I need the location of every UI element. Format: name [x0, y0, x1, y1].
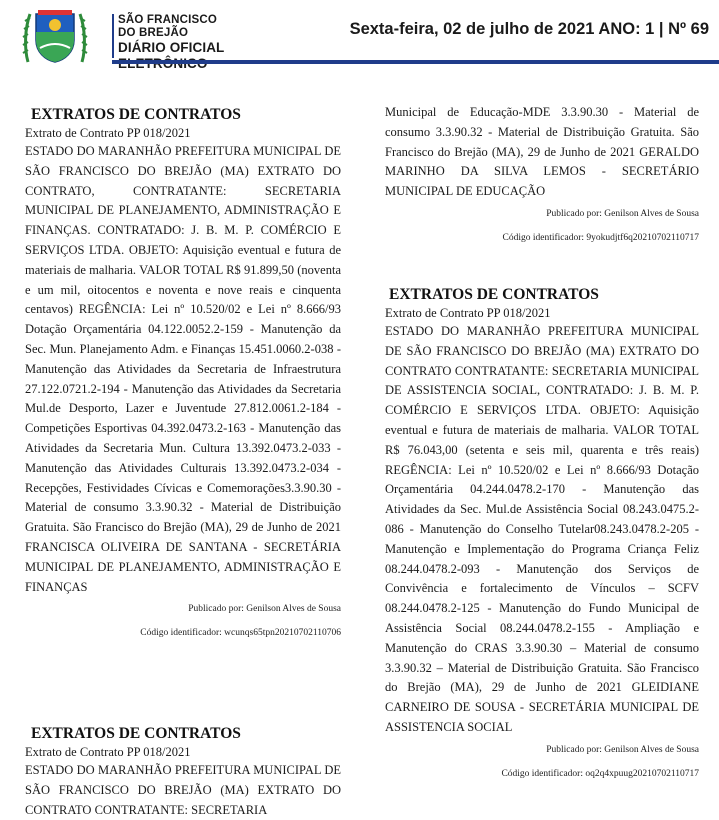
published-by: Publicado por: Genilson Alves de Sousa — [188, 604, 341, 615]
issuer-line-1: SÃO FRANCISCO — [118, 14, 218, 26]
right-contract-extract-2 — [385, 285, 699, 780]
section-title: EXTRATOS DE CONTRATOS — [389, 286, 599, 303]
identifier-code: Código identificador: oq2q4xpuug20210702110717 — [501, 768, 699, 779]
extract-subtitle: Extrato de Contrato PP 018/2021 — [385, 306, 551, 320]
section-title: EXTRATOS DE CONTRATOS — [31, 725, 241, 742]
extract-body: ESTADO DO MARANHÃO PREFEITURA MUNICIPAL DE SÃO FRANCISCO DO BREJÃO (MA) EXTRATO DO CONTRATO, CONTRATANTE: SECRETARIA MUNICIPAL DE PLANEJAMENTO, ADMINISTRAÇÃO E FINANÇAS. CONTRATADO: J. B. M. P. COMÉRCIO E SERVIÇOS LTDA. OBJETO: Aquisição eventual e futura de materiais de malharia. VALOR TOTAL R$ 91.899,50 (noventa e um mil, oitocentos e noventa e nove reais e cinquenta centavos) REGÊNCIA: Lei nº 10.520/02 e Lei nº 8.666/93 Dotação Orçamentária 04.122.0052.2-159 - Manutenção da Sec. Mun. Planejamento Adm. e Finanças 15.451.0060.2-038 - Manutenção das Atividades da Secretaria de Infraestrutura 27.122.0721.2-194 - Manutenção das Atividades da Secretaria Mul.de Desporto, Lazer e Juventude 27.812.0061.2-184 - Competições Esportivas 04.392.0473.2-163 - Manutenção das Atividades da Secretaria Mun. Cultura 13.392.0473.2-033 - Manutenção das Atividades Culturais 13.392.0473.2-034 - Recepções, Festividades Cívicas e Comemorações3.3.90.30 - Material de consumo 3.3.90.32 - Material de Distribuição Gratuita. São Francisco do Brejão (MA), 29 de Junho de 2021 FRANCISCA OLIVEIRA DE SANTANA - SECRETÁRIA MUNICIPAL DE PLANEJAMENTO, ADMINISTRAÇÃO E FINANÇAS — [25, 144, 341, 594]
identifier-code: Código identificador: wcunqs65tpn20210702110706 — [140, 628, 341, 639]
identifier-code: Código identificador: 9yokudjtf6q20210702110717 — [502, 232, 699, 243]
right-contract-extract-continuation — [385, 103, 699, 244]
extract-body: ESTADO DO MARANHÃO PREFEITURA MUNICIPAL DE SÃO FRANCISCO DO BREJÃO (MA) EXTRATO DO CONTRATO CONTRATANTE: SECRETARIA MUNICIPAL DE ASSISTENCIA SOCIAL, CONTRATADO: J. B. M. P. COMÉRCIO E SERVIÇOS LTDA. OBJETO: Aquisição eventual e futura de materiais de malharia. VALOR TOTAL R$ 76.043,00 (setenta e seis mil, quarenta e três reais) REGÊNCIA: Lei nº 10.520/02 e Lei nº 8.666/93 Dotação Orçamentária 04.244.0478.2-170 - Manutenção das Atividades da Sec. Mul.de Assistência Social 08.243.0475.2-086 - Manutenção do Conselho Tutelar08.243.0478.2-205 - Manutenção e Implementação do Programa Criança Feliz 08.244.0478.2-093 - Manutenção dos Serviços de Convivência e fortalecimento de Vínculos – SCFV 08.244.0478.2-125 - Manutenção do Fundo Municipal de Assistência Social 08.244.0478.2-155 - Ampliação e Manutenção do CRAS 3.3.90.30 – Material de consumo 3.3.90.32 – Material de Distribuição Gratuita. São Francisco do Brejão (MA), 29 de Junho de 2021 GLEIDIANE CARNEIRO DE SOUSA - SECRETÁRIA MUNICIPAL DE ASSISTENCIA SOCIAL — [385, 324, 699, 734]
left-contract-extract-1 — [25, 105, 341, 639]
header-accent-bar — [112, 14, 114, 58]
gazette-name: DIÁRIO OFICIAL — [118, 40, 225, 55]
coat-of-arms-icon — [22, 8, 88, 64]
extract-subtitle: Extrato de Contrato PP 018/2021 — [25, 126, 191, 140]
issuer-line-2: DO BREJÃO — [118, 27, 189, 39]
left-contract-extract-2 — [25, 724, 341, 820]
extract-body: ESTADO DO MARANHÃO PREFEITURA MUNICIPAL DE SÃO FRANCISCO DO BREJÃO (MA) EXTRATO DO CONTRATO CONTRATANTE: SECRETARIA — [25, 763, 341, 817]
header-rule — [112, 60, 719, 64]
published-by: Publicado por: Genilson Alves de Sousa — [546, 208, 699, 219]
published-by: Publicado por: Genilson Alves de Sousa — [546, 744, 699, 755]
extract-subtitle: Extrato de Contrato PP 018/2021 — [25, 745, 191, 759]
section-title: EXTRATOS DE CONTRATOS — [31, 106, 241, 123]
page-header — [0, 0, 719, 64]
extract-body: Municipal de Educação-MDE 3.3.90.30 - Material de consumo 3.3.90.32 - Material de Distribuição Gratuita. São Francisco do Brejão (MA), 29 de Junho de 2021 GERALDO MARINHO DA SILVA LEMOS - SECRETÁRIO MUNICIPAL DE EDUCAÇÃO — [385, 105, 699, 199]
issue-date: Sexta-feira, 02 de julho de 2021 ANO: 1 | Nº 69 — [349, 20, 709, 38]
